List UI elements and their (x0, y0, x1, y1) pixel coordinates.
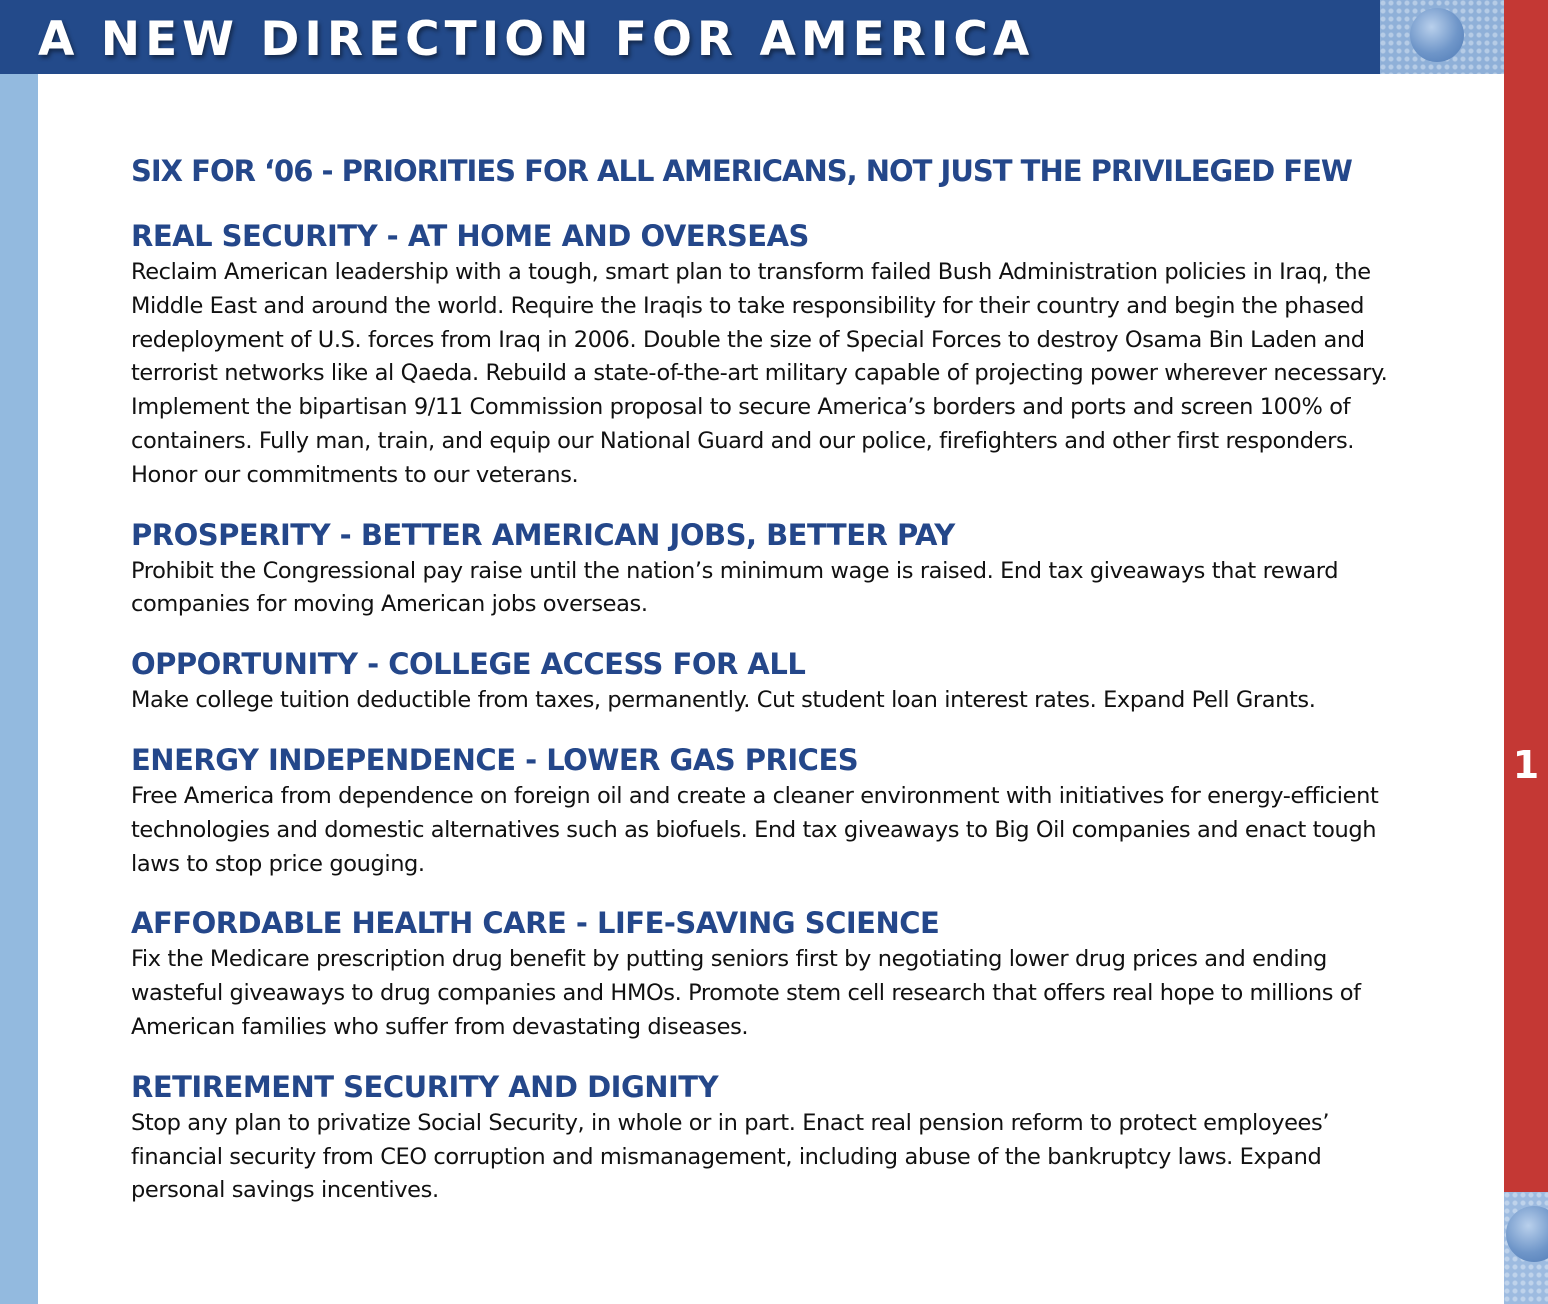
decorative-orb-icon (1506, 1206, 1548, 1262)
section-body: Prohibit the Congressional pay raise until the nation’s minimum wage is raised. End tax giveaways that reward companies for moving American jobs overseas. (131, 557, 1339, 618)
section-heading: PROSPERITY - BETTER AMERICAN JOBS, BETTER PAY (131, 517, 955, 552)
section-heading: AFFORDABLE HEALTH CARE - LIFE-SAVING SCIENCE (131, 906, 940, 941)
document-content (131, 148, 1411, 1208)
section-body: Reclaim American leadership with a tough, smart plan to transform failed Bush Administration policies in Iraq, the Middle East and around the world. Require the Iraqis to take responsibility for their country and begin the phased redeployment of U.S. forces from Iraq in 2006. Double the size of Special Forces to destroy Osama Bin Laden and terrorist networks like al Qaeda. Rebuild a state-of-the-art military capable of projecting power wherever necessary. Implement the bipartisan 9/11 Commission proposal to secure America’s borders and ports and screen 100% of containers. Fully man, train, and equip our National Guard and our police, firefighters and other first responders. Honor our commitments to our veterans. (131, 259, 1388, 488)
section-body: Fix the Medicare prescription drug benefit by putting seniors first by negotiating lower drug prices and ending wasteful giveaways to drug companies and HMOs. Promote stem cell research that offers real hope to millions of American families who suffer from devastating diseases. (131, 946, 1361, 1040)
page-number: 1 (1512, 743, 1540, 787)
page-title: A NEW DIRECTION FOR AMERICA (38, 12, 1035, 67)
right-decoration (1504, 1192, 1548, 1304)
section-opportunity (131, 644, 1411, 718)
section-body: Free America from dependence on foreign oil and create a cleaner environment with initiatives for energy-efficient technologies and domestic alternatives such as biofuels. End tax giveaways to Big Oil companies and enact tough laws to stop price gouging. (131, 782, 1379, 877)
left-stripe (0, 74, 38, 1304)
decorative-orb-icon (1410, 8, 1464, 62)
header-bar (0, 0, 1380, 74)
section-body: Make college tuition deductible from taxes, permanently. Cut student loan interest rates. Expand Pell Grants. (131, 687, 1316, 714)
section-body: Stop any plan to privatize Social Security, in whole or in part. Enact real pension reform to protect employees’ financial security from CEO corruption and mismanagement, including abuse of the bankruptcy laws. Expand personal savings incentives. (131, 1109, 1330, 1204)
right-bar (1504, 0, 1548, 1192)
section-prosperity (131, 515, 1411, 623)
section-heading: ENERGY INDEPENDENCE - LOWER GAS PRICES (131, 742, 859, 777)
section-heading: REAL SECURITY - AT HOME AND OVERSEAS (131, 219, 809, 253)
main-heading: SIX FOR ‘06 - PRIORITIES FOR ALL AMERICANS, NOT JUST THE PRIVILEGED FEW (131, 154, 1352, 188)
section-real-security (131, 216, 1411, 493)
section-energy-independence (131, 740, 1411, 881)
header-decoration (1380, 0, 1504, 74)
section-heading: OPPORTUNITY - COLLEGE ACCESS FOR ALL (131, 647, 806, 682)
section-retirement-security (131, 1067, 1411, 1208)
section-heading: RETIREMENT SECURITY AND DIGNITY (131, 1069, 719, 1104)
section-health-care (131, 903, 1411, 1044)
